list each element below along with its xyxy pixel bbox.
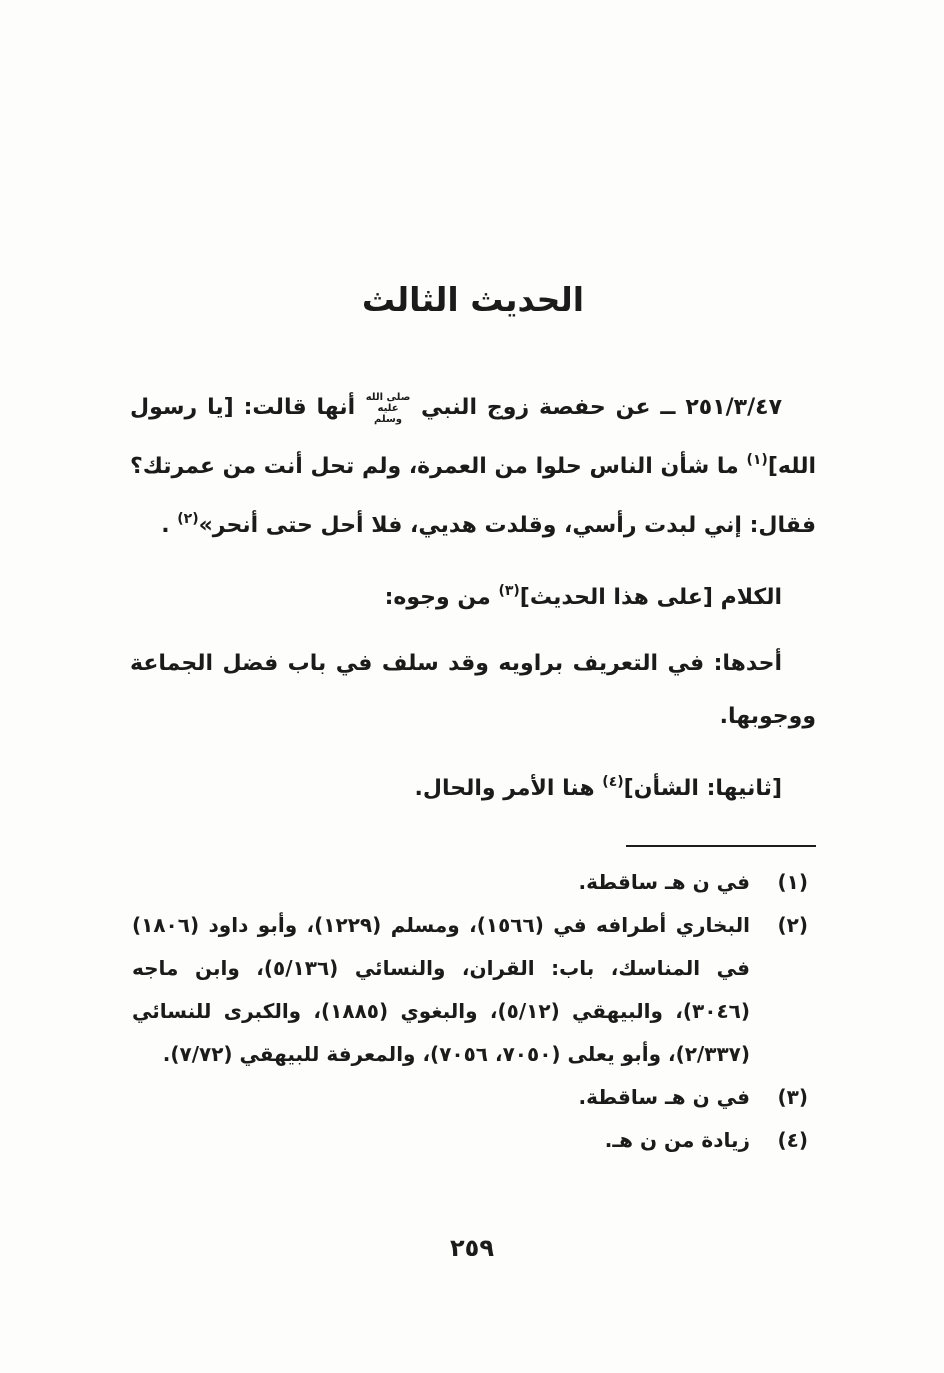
page-number: ٢٥٩ [450,1234,494,1262]
paragraph [130,565,816,624]
footnote-separator [626,845,816,847]
salawat-symbol: صلى الله عليه وسلم [365,392,411,425]
text-run: . [161,513,178,538]
text-run: أحدها: في التعريف براويه وقد سلف في باب فضل الجماعة ووجوبها. [130,651,816,729]
page-content [0,280,944,1162]
paragraph [130,756,816,815]
footnote-item [132,1119,808,1162]
footnote-text: زيادة من ن هـ. [604,1128,750,1152]
text-run: ما شأن الناس حلوا من العمرة، ولم تحل أنت من عمرتك؟ فقال: إني لبدت رأسي، وقلدت هديي، فلا أحل حتى أنحر» [130,454,816,538]
text-run: الكلام [على هذا الحديث] [519,585,782,610]
footnote-marker: (٤) [777,1128,808,1152]
footnote-item [132,904,808,1076]
footnote-marker: (١) [777,870,808,894]
text-run: أنها قالت: [يا رسول الله] [130,395,816,479]
text-run: ٢٥١/٣/٤٧ ــ عن حفصة زوج النبي [411,395,782,420]
footnote-item [132,1076,808,1119]
footnote-marker: (٢) [777,913,808,937]
footnote-marker: (٣) [777,1085,808,1109]
footnote-text: في ن هـ ساقطة. [578,1085,750,1109]
body-text [130,381,816,815]
page-title: الحديث الثالث [361,280,585,319]
footnote-ref: (٤) [602,774,624,790]
paragraph [130,637,816,743]
text-run: [ثانيها: الشأن] [623,776,782,801]
footnote-item [132,861,808,904]
text-run: من وجوه: [384,585,499,610]
paragraph [130,381,816,552]
footnote-ref: (٢) [177,511,199,527]
text-run: هنا الأمر والحال. [414,776,603,801]
footnote-ref: (١) [746,452,768,468]
footnote-ref: (٣) [498,583,520,599]
footnotes-section [130,861,816,1162]
footnote-text: البخاري أطرافه في (١٥٦٦)، ومسلم (١٢٢٩)، وأبو داود (١٨٠٦) في المناسك، باب: القران، والنسائي (٥/١٣٦)، وابن ماجه (٣٠٤٦)، والبيهقي (٥/١٢)، والبغوي (١٨٨٥)، والكبرى للنسائي (٢/٣٣٧)، وأبو يعلى (٧٠٥٠، ٧٠٥٦)، والمعرفة للبيهقي (٧/٧٢). [132,913,750,1066]
footnote-text: في ن هـ ساقطة. [578,870,750,894]
